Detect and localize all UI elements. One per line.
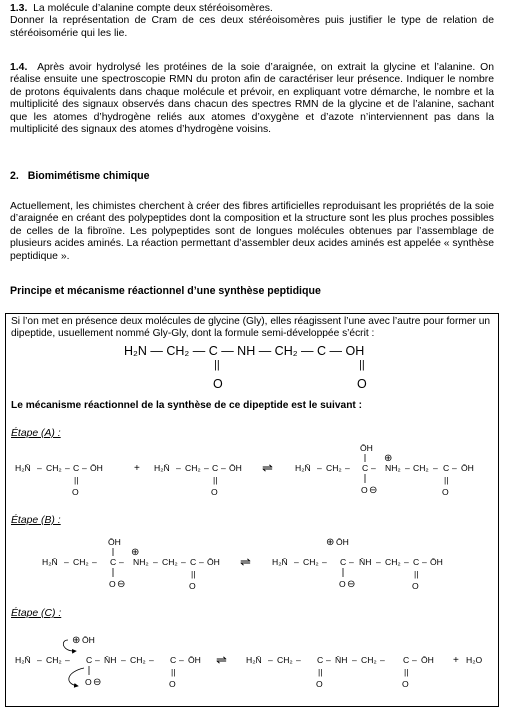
step-a-glycine-2-carbonyl-oxygen: O	[211, 487, 218, 497]
step-b-product-bond-3: –	[349, 557, 354, 567]
step-c-product-carbonyl-1-double-bond: ||	[318, 667, 323, 677]
step-a-glycine-1-carbon: C	[73, 463, 80, 473]
step-a-glycine-2-bond-3: –	[221, 463, 226, 473]
step-c-reactant-carbon-2: C	[170, 655, 177, 665]
step-b-product-positive-charge-icon: ⊕	[326, 537, 335, 548]
step-a-product-alkoxide-oxygen: O	[361, 485, 368, 495]
step-b-product-amide-nh: N̄H	[359, 557, 372, 567]
step-a-product-bond-1: –	[317, 463, 322, 473]
step-b-product-bond-5: –	[404, 557, 409, 567]
step-c-reactant-amine: H₂N̄	[15, 655, 31, 665]
step-a-product-bond-6: –	[452, 463, 457, 473]
step-a-glycine-1-amine: H₂N̄	[15, 463, 31, 473]
step-c-product-bond-3: –	[326, 655, 331, 665]
step-c-reactant-carbon: C	[86, 655, 93, 665]
step-b-product-carbon: C	[340, 557, 347, 567]
step-b-reactant-bond-1: –	[64, 557, 69, 567]
step-a-product-carbon: C	[362, 463, 369, 473]
step-c-equilibrium-arrow-icon: ⇌	[216, 652, 227, 667]
step-a-product-carbonyl-oxygen: O	[442, 487, 449, 497]
step-b-label: Étape (B) :	[11, 515, 61, 526]
step-b-reactant-alkoxide-oxygen: O	[109, 579, 116, 589]
step-a-glycine-2-carbon: C	[212, 463, 219, 473]
step-b-reactant-bond-5: –	[181, 557, 186, 567]
step-c-plus-sign: +	[453, 655, 459, 666]
q14-number: 1.4.	[10, 62, 28, 73]
step-a-product-bond-2: –	[345, 463, 350, 473]
step-b-reactant-amine: H₂N̄	[42, 557, 58, 567]
formula-chain: H₂N — CH₂ — C — NH — CH₂ — C — OH	[124, 344, 365, 358]
step-b-reactant-ammonium: NH₂	[133, 557, 149, 567]
step-a-product-alkoxide-negative-charge-icon: ⊖	[369, 485, 378, 496]
step-c-reactant-bond-4: –	[121, 655, 126, 665]
step-a-glycine-2-bond-1: –	[176, 463, 181, 473]
step-a-glycine-2-amine: H₂N̄	[154, 463, 170, 473]
formula-oxygen-1: O	[213, 377, 223, 391]
step-c-reactant-bond-3: –	[95, 655, 100, 665]
step-c-reactant-bond-1: –	[37, 655, 42, 665]
step-c-reactant-bond-6: –	[179, 655, 184, 665]
step-b-reactant-positive-charge-icon: ⊕	[131, 547, 140, 558]
step-b-reactant-bond-4: –	[153, 557, 158, 567]
step-a-label: Étape (A) :	[11, 428, 61, 439]
step-a-equilibrium-arrow-icon: ⇌	[262, 460, 273, 475]
step-c-reactant-alkoxide-oxygen: O	[85, 677, 92, 687]
step-b-product-hydroxyl-2: ŌH	[430, 557, 443, 567]
arrow-c-o-curved-icon	[69, 668, 84, 686]
step-b-product-carbon-2: C	[413, 557, 420, 567]
step-b-reactant-carbonyl-double-bond: ||	[191, 569, 196, 579]
step-c-reactant-hydroxyl-2: ŌH	[188, 655, 201, 665]
step-c-product-bond-5: –	[380, 655, 385, 665]
step-a-plus-sign: +	[134, 463, 140, 474]
step-b-product-amine: H₂N̄	[272, 557, 288, 567]
step-b-reactant-methylene: CH₂	[73, 557, 89, 567]
step-c-product-carbon-2: C	[403, 655, 410, 665]
step-c-label: Étape (C) :	[11, 608, 62, 619]
step-a-glycine-1-carbonyl-double-bond: ||	[74, 475, 79, 485]
step-a-product-carbon-2: C	[443, 463, 450, 473]
step-b-product-oxonium: ŌH	[336, 537, 349, 547]
step-c-product-bond-6: –	[412, 655, 417, 665]
step-b-reactant-bond-6: –	[199, 557, 204, 567]
step-a-glycine-2-methylene: CH₂	[185, 463, 201, 473]
step-b-product-alkoxide-negative-charge-icon: ⊖	[347, 579, 356, 590]
section-title: Biomimétisme chimique	[27, 170, 150, 182]
step-c-reactant-oxonium: ŌH	[82, 635, 95, 645]
step-b-product-bond-2: –	[322, 557, 327, 567]
step-c-reactant-methylene-2: CH₂	[130, 655, 146, 665]
step-b-product-methylene: CH₂	[303, 557, 319, 567]
step-c-product-bond-1: –	[268, 655, 273, 665]
step-c-product-carbon: C	[317, 655, 324, 665]
step-b-product-methylene-2: CH₂	[385, 557, 401, 567]
step-b-reactant-hydroxyl-2: ŌH	[207, 557, 220, 567]
step-a-glycine-1-hydroxyl: ŌH	[90, 463, 103, 473]
step-a-product-ammonium: NH₂	[385, 463, 401, 473]
step-a-product-bond-5: –	[433, 463, 438, 473]
step-b-reactant-alkoxide-negative-charge-icon: ⊖	[117, 579, 126, 590]
step-b-reactant-methylene-2: CH₂	[162, 557, 178, 567]
step-c-product-amide-nh: N̄H	[335, 655, 348, 665]
step-a-glycine-1-bond-1: –	[37, 463, 42, 473]
step-b-reactant-hydroxyl: ŌH	[108, 537, 121, 547]
q13-line2: Donner la représentation de Cram de ces deux stéréoisomères puis justifier le type de relation de stéréoisomérie qui les lie.	[10, 15, 494, 39]
step-a-product-bond-4: –	[405, 463, 410, 473]
step-b-reactant-carbon-2: C	[190, 557, 197, 567]
step-c-product-methylene-2: CH₂	[361, 655, 377, 665]
step-c-reactant-carbonyl-oxygen: O	[169, 679, 176, 689]
step-a-glycine-1-bond-2: –	[65, 463, 70, 473]
step-c-reactant-amide-nh: N̄H	[104, 655, 117, 665]
step-b-product-bond-6: –	[422, 557, 427, 567]
subheading: Principe et mécanisme réactionnel d’une synthèse peptidique	[10, 285, 321, 297]
step-a-product-hydroxyl-2: ŌH	[461, 463, 474, 473]
step-a-product-amine: H₂N̄	[295, 463, 311, 473]
step-c-water: H₂O	[466, 655, 483, 665]
q13-number: 1.3.	[10, 3, 28, 14]
step-a-glycine-2-bond-2: –	[204, 463, 209, 473]
step-a-positive-charge-icon: ⊕	[384, 453, 393, 464]
step-b-reactant-bond-2: –	[92, 557, 97, 567]
formula-double-bond-2: ||	[359, 359, 365, 371]
step-a-product-carbonyl-double-bond: ||	[444, 475, 449, 485]
step-a-glycine-2-carbonyl-double-bond: ||	[213, 475, 218, 485]
step-c-reactant-positive-charge-icon: ⊕	[72, 635, 81, 646]
box-intro-text: Si l’on met en présence deux molécules de glycine (Gly), elles réagissent l’une avec l’autre pour former un dipeptide, usuellement nommé Gly-Gly, dont la formule semi-développée s’écrit :	[11, 316, 491, 340]
step-b-reactant-carbon: C	[110, 557, 117, 567]
step-a-glycine-2-hydroxyl: ŌH	[229, 463, 242, 473]
intro-paragraph: Actuellement, les chimistes cherchent à créer des fibres artificielles reproduisant les propriétés de la soie d’araignée en créant des polypeptides dont la composition et la structure sont les plus proches possibles de celles de la fibroïne. Les polypeptides sont de longues molécules obtenues par l’assemblage de plusieurs acides aminés. La réaction permettant d’assembler deux acides aminés est appelée « synthèse peptidique ».	[10, 201, 495, 262]
step-b-equilibrium-arrow-icon: ⇌	[240, 554, 251, 569]
formula-oxygen-2: O	[357, 377, 367, 391]
q13-line1: La molécule d’alanine compte deux stéréoisomères.	[33, 3, 273, 14]
step-c-product-bond-4: –	[352, 655, 357, 665]
step-b-product-bond-1: –	[294, 557, 299, 567]
step-c-reactant-bond-2: –	[65, 655, 70, 665]
step-c-product-carbonyl-1-oxygen: O	[316, 679, 323, 689]
q14-text: Après avoir hydrolysé les protéines de la soie d’araignée, on extrait la glycine et l’alanine. On réalise ensuite une spectroscopie RMN du proton afin de caractériser leur présence. Indiquer le nombre de protons équivalents dans chaque molécule et prévoir, en expliquant votre démarche, le nombre et la multiplicité des signaux observés dans chacun des spectres RMN de la glycine et de l’alanine, sachant que les atomes d’hydrogène reliés aux atomes d’oxygène et d’azote n’interviennent pas dans la multiplicité des signaux des atomes d’hydrogène voisins.	[10, 62, 494, 136]
step-b-product-alkoxide-oxygen: O	[339, 579, 346, 589]
step-c-reactant-methylene: CH₂	[46, 655, 62, 665]
step-a-product-hydroxyl: ŌH	[360, 443, 373, 453]
step-c-reactant-bond-5: –	[149, 655, 154, 665]
step-a-glycine-1-carbonyl-oxygen: O	[72, 487, 79, 497]
step-c-reactant-alkoxide-negative-charge-icon: ⊖	[93, 677, 102, 688]
step-b-reactant-bond-3: –	[119, 557, 124, 567]
step-c-product-carbonyl-2-oxygen: O	[402, 679, 409, 689]
step-c-product-hydroxyl-2: ŌH	[421, 655, 434, 665]
step-a-product-methylene-2: CH₂	[413, 463, 429, 473]
step-c-reactant-carbonyl-double-bond: ||	[171, 667, 176, 677]
step-b-product-carbonyl-oxygen: O	[412, 581, 419, 591]
mechanism-intro: Le mécanisme réactionnel de la synthèse de ce dipeptide est le suivant :	[11, 400, 363, 411]
section-number: 2.	[10, 170, 19, 182]
step-c-product-carbonyl-2-double-bond: ||	[404, 667, 409, 677]
step-a-glycine-1-bond-3: –	[82, 463, 87, 473]
formula-double-bond-1: ||	[214, 359, 220, 371]
step-a-product-methylene: CH₂	[326, 463, 342, 473]
step-a-glycine-1-methylene: CH₂	[46, 463, 62, 473]
step-c-product-amine: H₂N̄	[246, 655, 262, 665]
step-a-product-bond-3: –	[371, 463, 376, 473]
step-b-reactant-carbonyl-oxygen: O	[189, 581, 196, 591]
step-c-product-methylene: CH₂	[277, 655, 293, 665]
step-b-product-bond-4: –	[376, 557, 381, 567]
step-c-product-bond-2: –	[296, 655, 301, 665]
step-b-product-carbonyl-double-bond: ||	[414, 569, 419, 579]
